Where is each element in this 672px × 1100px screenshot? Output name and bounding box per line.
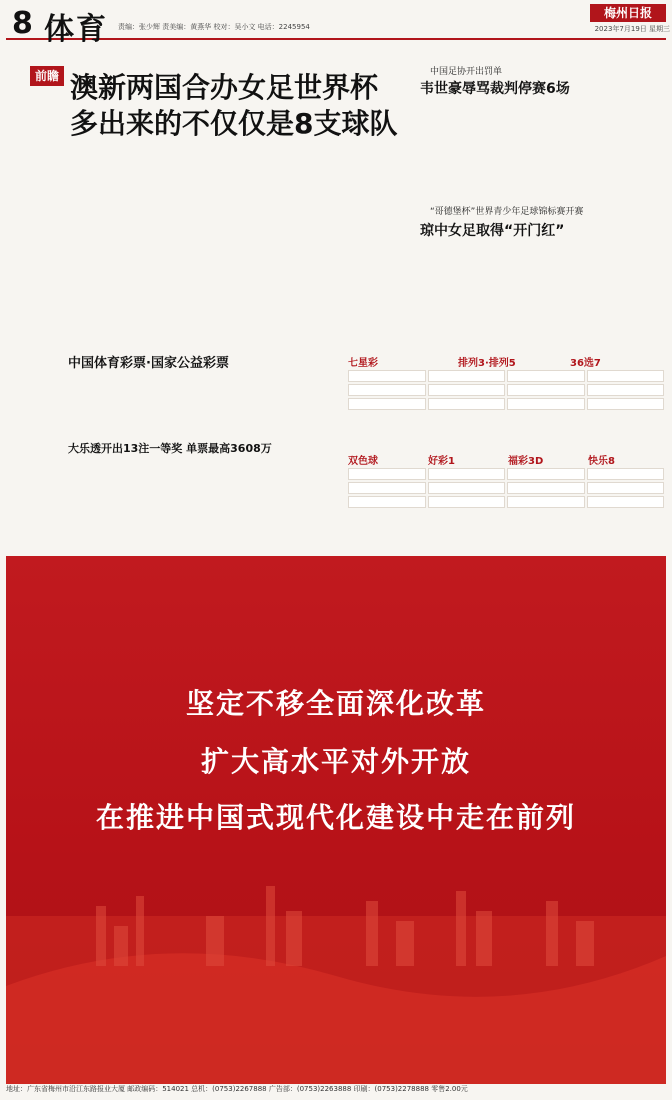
page-header <box>6 2 670 47</box>
lead-article-col-1 <box>30 150 114 340</box>
editor-meta: 责编：张少辉 责美编：黄燕华 校对：吴小文 电话：2245954 <box>118 23 310 31</box>
grid-title-pailie: 排列3·排列5 <box>458 358 516 369</box>
lead-article-col-3 <box>210 150 294 340</box>
grid-title-fucai3d: 福彩3D <box>508 456 544 467</box>
lottery-grid-bottom <box>348 468 664 508</box>
section-number: 8 <box>12 6 33 41</box>
right-kicker: 中国足协开出罚单 <box>430 67 503 77</box>
red-slogan-banner <box>6 556 666 1084</box>
lottery-grid-top <box>348 370 664 410</box>
section-name: 体育 <box>44 12 108 47</box>
issue-date: 2023年7月19日 星期三 <box>594 25 670 33</box>
newspaper-logo: 梅州日报 <box>590 4 666 22</box>
lead-article-col-2 <box>120 150 204 340</box>
grid-title-haocai: 好彩1 <box>428 456 455 467</box>
slogan-line-2: 扩大高水平对外开放 <box>200 745 471 778</box>
headline-line-2: 多出来的不仅仅是8支球队 <box>70 107 398 140</box>
headline-line-1: 澳新两国合办女足世界杯 <box>70 71 379 104</box>
grid-title-qixingcai: 七星彩 <box>348 358 378 369</box>
lead-headline <box>70 70 400 142</box>
right-article-1 <box>420 100 664 196</box>
page-footer: 地址：广东省梅州市沿江东路报业大厦 邮政编码：514021 总机：(0753)2267888 广告部：(0753)2263888 印刷：(0753)2278888 零售2.00元 <box>6 1085 468 1093</box>
slogan-line-1: 坚定不移全面深化改革 <box>185 687 486 720</box>
right-headline-2: 琼中女足取得“开门红” <box>420 223 565 239</box>
right-sub-kicker: “哥德堡杯”世界青少年足球锦标赛开赛 <box>430 207 584 217</box>
lottery-title: 中国体育彩票·国家公益彩票 <box>68 356 229 371</box>
right-article-2 <box>420 242 664 342</box>
slogan-line-3: 在推进中国式现代化建设中走在前列 <box>95 801 576 834</box>
grid-title-shuangseqiu: 双色球 <box>348 456 378 467</box>
lottery-section <box>8 348 672 548</box>
grid-title-36xuan7: 36选7 <box>570 358 601 369</box>
right-headline-1: 韦世豪辱骂裁判停赛6场 <box>420 81 570 97</box>
lead-tag: 前瞻 <box>30 66 64 86</box>
lottery-banner: 大乐透开出13注一等奖 单票最高3608万 <box>68 442 272 455</box>
grid-title-kuaile8: 快乐8 <box>588 456 615 467</box>
lead-article-col-4 <box>300 150 384 340</box>
